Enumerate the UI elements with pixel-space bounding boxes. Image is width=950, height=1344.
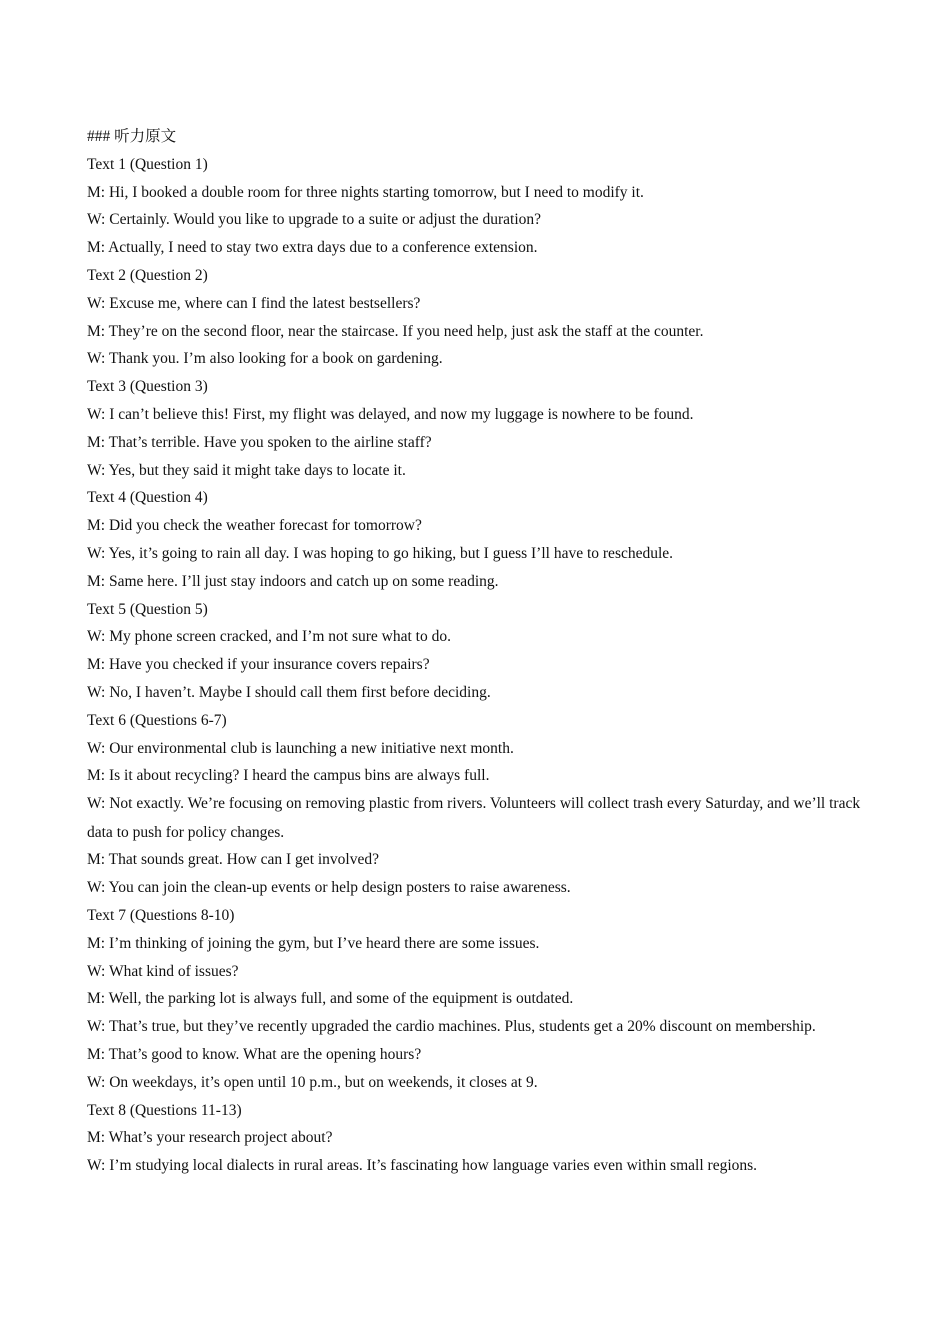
section-heading-text-7: Text 7 (Questions 8-10) [87,907,235,925]
dialogue-line: M: That sounds great. How can I get involved? [87,851,379,869]
dialogue-line: W: I can’t believe this! First, my flight was delayed, and now my luggage is nowhere to be found. [87,405,694,423]
dialogue-line: W: That’s true, but they’ve recently upgraded the cardio machines. Plus, students get a 20% discount on membership. [87,1018,816,1036]
dialogue-line: M: Well, the parking lot is always full, and some of the equipment is outdated. [87,990,574,1008]
dialogue-line: M: That’s good to know. What are the opening hours? [87,1046,422,1064]
dialogue-line: W: No, I haven’t. Maybe I should call them first before deciding. [87,683,491,701]
dialogue-line: W: On weekdays, it’s open until 10 p.m., but on weekends, it closes at 9. [87,1073,538,1091]
dialogue-line: W: Yes, it’s going to rain all day. I was hoping to go hiking, but I guess I’ll have to reschedule. [87,544,674,562]
dialogue-line: W: You can join the clean-up events or help design posters to raise awareness. [87,879,571,897]
dialogue-line: W: I’m studying local dialects in rural areas. It’s fascinating how language varies even within small regions. [87,1157,758,1175]
dialogue-line: M: That’s terrible. Have you spoken to the airline staff? [87,433,432,451]
dialogue-line: M: I’m thinking of joining the gym, but I’ve heard there are some issues. [87,934,540,952]
section-heading-text-6: Text 6 (Questions 6-7) [87,711,227,729]
dialogue-line: M: Actually, I need to stay two extra days due to a conference extension. [87,239,538,257]
dialogue-line: M: What’s your research project about? [87,1129,333,1147]
section-heading-text-5: Text 5 (Question 5) [87,600,208,618]
dialogue-line: M: They’re on the second floor, near the staircase. If you need help, just ask the staff at the counter. [87,322,704,340]
dialogue-line: W: Excuse me, where can I find the latest bestsellers? [87,294,421,312]
document-body [87,123,862,1180]
dialogue-line: M: Is it about recycling? I heard the campus bins are always full. [87,767,490,785]
dialogue-line: W: Yes, but they said it might take days to locate it. [87,461,406,479]
dialogue-line: W: Certainly. Would you like to upgrade to a suite or adjust the duration? [87,211,542,229]
dialogue-line: M: Same here. I’ll just stay indoors and catch up on some reading. [87,572,499,590]
dialogue-line: M: Hi, I booked a double room for three nights starting tomorrow, but I need to modify it. [87,183,644,201]
section-heading-text-1: Text 1 (Question 1) [87,155,208,173]
section-heading-text-3: Text 3 (Question 3) [87,378,208,396]
document-heading: ### 听力原文 [87,128,177,145]
section-heading-text-4: Text 4 (Question 4) [87,489,208,507]
dialogue-line: W: Our environmental club is launching a new initiative next month. [87,739,514,757]
dialogue-line: M: Did you check the weather forecast for tomorrow? [87,517,422,535]
dialogue-line: M: Have you checked if your insurance covers repairs? [87,656,430,674]
dialogue-line: W: Not exactly. We’re focusing on removing plastic from rivers. Volunteers will collect trash every Saturday, and we’ll track data to push for policy changes. [87,795,861,841]
section-heading-text-2: Text 2 (Question 2) [87,266,208,284]
dialogue-line: W: What kind of issues? [87,962,239,980]
dialogue-line: W: My phone screen cracked, and I’m not sure what to do. [87,628,451,646]
dialogue-line: W: Thank you. I’m also looking for a book on gardening. [87,350,443,368]
section-heading-text-8: Text 8 (Questions 11-13) [87,1101,242,1119]
